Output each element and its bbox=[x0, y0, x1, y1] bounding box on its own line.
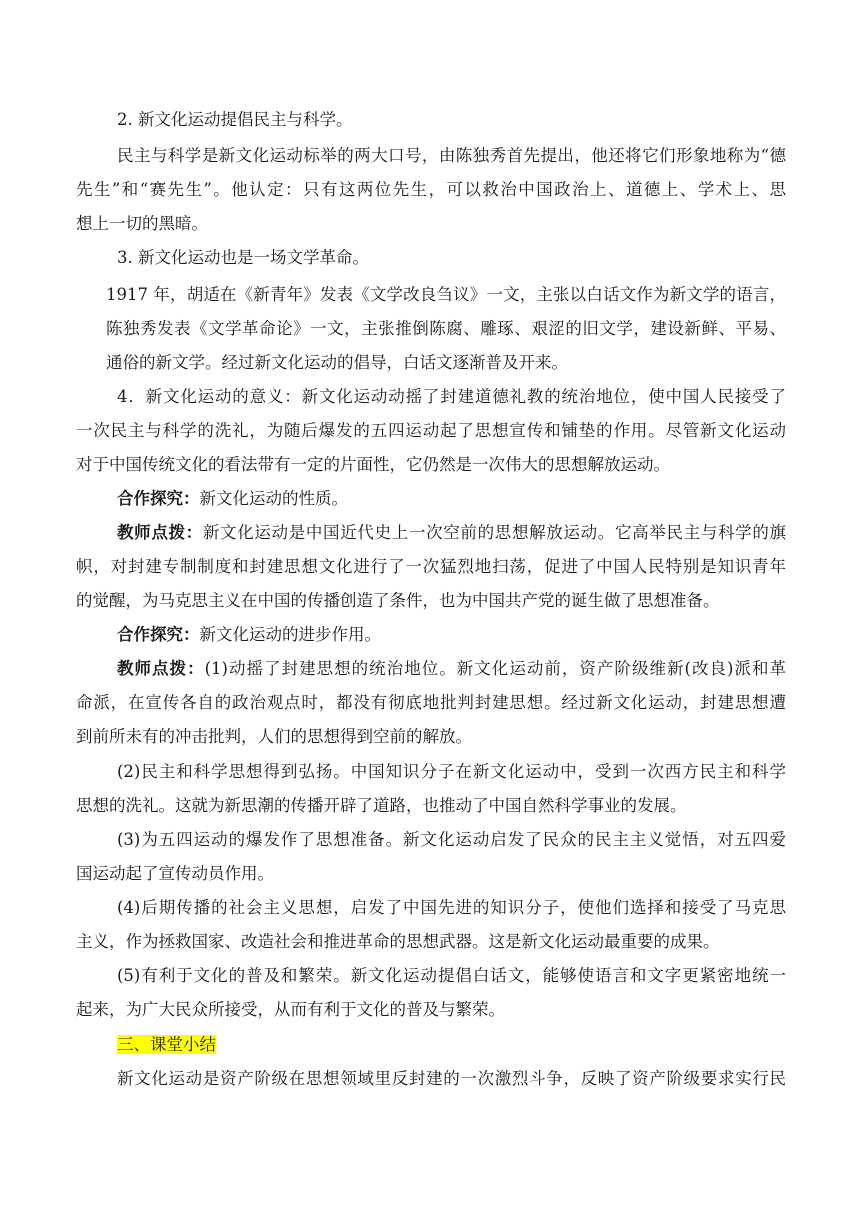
paragraph-line: 命派，在宣传各自的政治观点时，都没有彻底地批判封建思想。经过新文化运动，封建思想遭 bbox=[76, 693, 786, 712]
paragraph-line: 通俗的新文学。经过新文化运动的倡导，白话文逐渐普及开来。 bbox=[106, 353, 568, 372]
paragraph-line: 帜，对封建专制制度和封建思想文化进行了一次猛烈地扫荡，促进了中国人民特别是知识青年 bbox=[76, 557, 786, 576]
paragraph-line: 新文化运动是资产阶级在思想领域里反封建的一次激烈斗争，反映了资产阶级要求实行民 bbox=[117, 1069, 786, 1088]
paragraph-line: 民主与科学是新文化运动标举的两大口号，由陈独秀首先提出，他还将它们形象地称为“德 bbox=[117, 146, 786, 165]
paragraph-line: 1917 年，胡适在《新青年》发表《文学改良刍议》一文，主张以白话文作为新文学的语言， bbox=[106, 285, 786, 304]
paragraph-line: 的觉醒，为马克思主义在中国的传播创造了条件，也为中国共产党的诞生做了思想准备。 bbox=[76, 591, 720, 610]
paragraph-line: 起来，为广大民众所接受，从而有利于文化的普及与繁荣。 bbox=[76, 1000, 505, 1019]
teacher-guidance-text: (1)动摇了封建思想的统治地位。新文化运动前，资产阶级维新(改良)派和革 bbox=[204, 659, 787, 678]
cooperative-inquiry-2 bbox=[117, 623, 381, 647]
paragraph-line: 先生”和“赛先生”。他认定：只有这两位先生，可以救治中国政治上、道德上、学术上、思 bbox=[76, 180, 786, 199]
paragraph-line: 4．新文化运动的意义：新文化运动动摇了封建道德礼教的统治地位，使中国人民接受了 bbox=[117, 387, 786, 406]
paragraph-line: 一次民主与科学的洗礼，为随后爆发的五四运动起了思想宣传和铺垫的作用。尽管新文化运动 bbox=[76, 421, 786, 440]
cooperative-inquiry-label: 合作探究： bbox=[117, 489, 200, 508]
cooperative-inquiry-label: 合作探究： bbox=[117, 625, 200, 644]
paragraph-line: 对于中国传统文化的看法带有一定的片面性，它仍然是一次伟大的思想解放运动。 bbox=[76, 455, 670, 474]
list-item-2-heading: 2. 新文化运动提倡民主与科学。 bbox=[117, 110, 353, 129]
paragraph-line: (3)为五四运动的爆发作了思想准备。新文化运动启发了民众的民主主义觉悟，对五四爱 bbox=[117, 830, 786, 849]
paragraph-line: 思想的洗礼。这就为新思潮的传播开辟了道路，也推动了中国自然科学事业的发展。 bbox=[76, 796, 687, 815]
paragraph-line: (2)民主和科学思想得到弘扬。中国知识分子在新文化运动中，受到一次西方民主和科学 bbox=[117, 762, 786, 781]
cooperative-inquiry-text: 新文化运动的进步作用。 bbox=[199, 625, 381, 644]
teacher-guidance-1 bbox=[117, 521, 786, 545]
teacher-guidance-label: 教师点拨： bbox=[117, 523, 203, 542]
paragraph-line: 主义，作为拯救国家、改造社会和推进革命的思想武器。这是新文化运动最重要的成果。 bbox=[76, 932, 720, 951]
paragraph-line: (4)后期传播的社会主义思想，启发了中国先进的知识分子，使他们选择和接受了马克思 bbox=[117, 898, 786, 917]
section-heading-text: 三、课堂小结 bbox=[117, 1035, 216, 1054]
paragraph-line: 陈独秀发表《文学革命论》一文，主张推倒陈腐、雕琢、艰涩的旧文学，建设新鲜、平易、 bbox=[106, 319, 786, 338]
paragraph-line: (5)有利于文化的普及和繁荣。新文化运动提倡白话文，能够使语言和文字更紧密地统一 bbox=[117, 966, 786, 985]
list-item-3-heading: 3. 新文化运动也是一场文学革命。 bbox=[117, 248, 369, 267]
teacher-guidance-label: 教师点拨： bbox=[117, 659, 205, 678]
teacher-guidance-2 bbox=[117, 657, 786, 681]
section-heading bbox=[117, 1033, 216, 1057]
paragraph-line: 国运动起了宣传动员作用。 bbox=[76, 864, 274, 883]
paragraph-line: 到前所未有的冲击批判，人们的思想得到空前的解放。 bbox=[76, 727, 472, 746]
cooperative-inquiry-1 bbox=[117, 487, 348, 511]
paragraph-line: 想上一切的黑暗。 bbox=[76, 214, 208, 233]
cooperative-inquiry-text: 新文化运动的性质。 bbox=[199, 489, 348, 508]
teacher-guidance-text: 新文化运动是中国近代史上一次空前的思想解放运动。它高举民主与科学的旗 bbox=[202, 523, 787, 542]
